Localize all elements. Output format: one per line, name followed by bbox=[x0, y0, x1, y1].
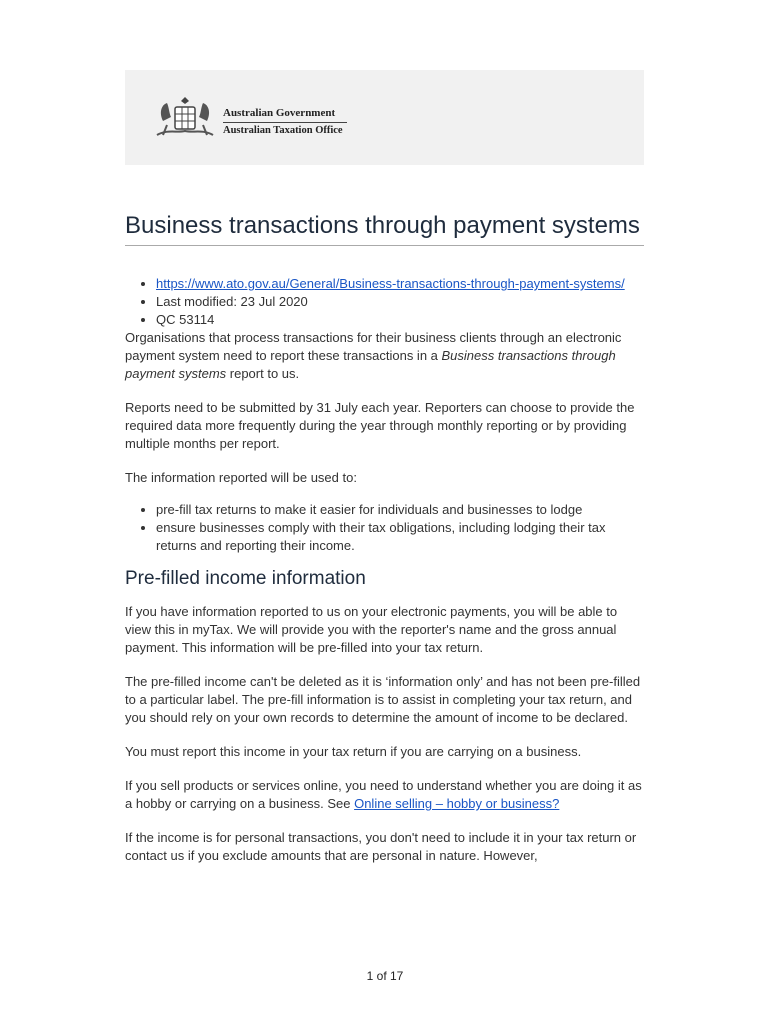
page-number: 1 of 17 bbox=[366, 969, 404, 983]
intro-text-1: Organisations that process transactions for their business clients through an electronic payment system need to report these transactions in a bbox=[125, 330, 622, 363]
meta-list bbox=[125, 275, 644, 329]
section-heading: Pre-filled income information bbox=[125, 568, 366, 589]
source-url-link[interactable]: https://www.ato.gov.au/General/Business-transactions-through-payment-systems/ bbox=[156, 276, 625, 291]
intro-italic: Business transactions through payment systems bbox=[125, 348, 616, 381]
meta-last-modified: • Last modified: 23 Jul 2020 bbox=[156, 293, 644, 311]
page-title: Business transactions through payment systems bbox=[125, 212, 640, 239]
must-report-paragraph: You must report this income in your tax return if you are carrying on a business. bbox=[125, 744, 582, 759]
online-selling-text: If you sell products or services online, you need to understand whether you are doing it as a hobby or carrying on a business. See bbox=[125, 778, 642, 811]
cannot-delete-paragraph: The pre-filled income can't be deleted as it is ‘information only’ and has not been pre-filled to a particular label. The pre-fill information is to assist in completing your tax return, and you should rely on your own records to determine the amount of income to be declared. bbox=[125, 674, 641, 725]
coat-of-arms-icon bbox=[153, 95, 217, 141]
online-selling-paragraph bbox=[125, 777, 644, 813]
meta-qc: • QC 53114 bbox=[156, 311, 644, 329]
intro-text-2: report to us. bbox=[226, 366, 300, 381]
list-item: • pre-fill tax returns to make it easier for individuals and businesses to lodge bbox=[156, 501, 644, 519]
mytax-paragraph: If you have information reported to us on your electronic payments, you will be able to view this in myTax. We will provide you with the reporter's name and the gross annual payment. This information will be pre-filled into your tax return. bbox=[125, 604, 618, 655]
title-divider bbox=[125, 245, 644, 246]
uses-list bbox=[125, 501, 644, 555]
used-for-paragraph: The information reported will be used to: bbox=[125, 470, 357, 485]
org-name-line2: Australian Taxation Office bbox=[223, 125, 343, 136]
personal-paragraph: If the income is for personal transactions, you don't need to include it in your tax return or contact us if you exclude amounts that are personal in nature. However, bbox=[125, 830, 637, 863]
list-item: • ensure businesses comply with their tax obligations, including lodging their tax returns and reporting their income. bbox=[156, 519, 644, 555]
logo-divider bbox=[223, 122, 347, 123]
ato-logo bbox=[153, 95, 353, 141]
intro-paragraph bbox=[125, 329, 644, 383]
document-content bbox=[125, 212, 644, 865]
deadline-paragraph: Reports need to be submitted by 31 July each year. Reporters can choose to provide the required data more frequently during the year through monthly reporting or by providing multiple months per report. bbox=[125, 400, 635, 451]
online-selling-link[interactable]: Online selling – hobby or business? bbox=[354, 796, 560, 811]
header-banner bbox=[125, 70, 644, 165]
meta-url bbox=[156, 275, 644, 293]
org-name-line1: Australian Government bbox=[223, 107, 336, 119]
